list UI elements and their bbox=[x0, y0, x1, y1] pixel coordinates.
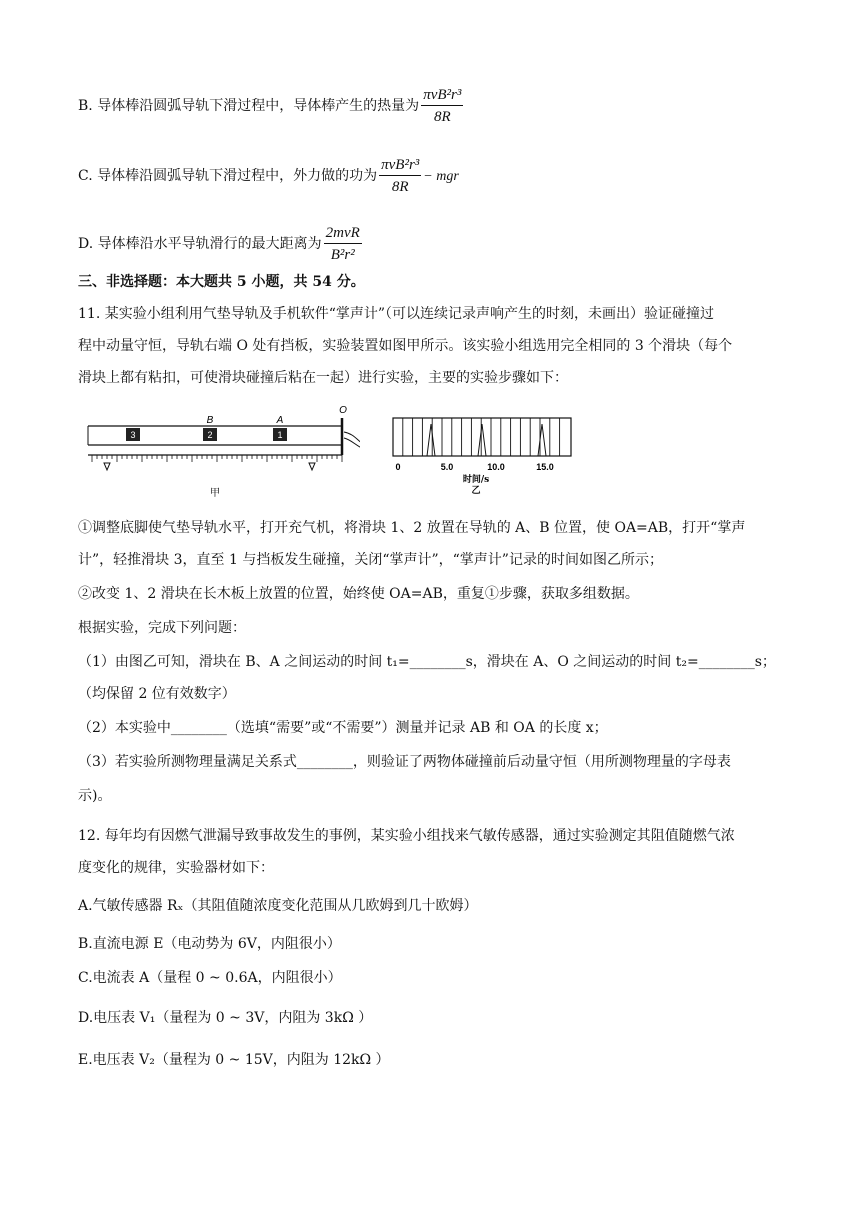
step-1a: ①调整底脚使气垫导轨水平，打开充气机，将滑块 1、2 放置在导轨的 A、B 位置，使 OA=AB，打开“掌声 bbox=[78, 520, 746, 536]
tick-10: 10.0 bbox=[487, 462, 505, 472]
fraction: $\frac{\text{πvB²r³}}{8R}$ bbox=[423, 87, 462, 125]
ask: 根据实验，完成下列问题： bbox=[78, 620, 246, 636]
equip-a: A.气敏传感器 Rₓ（其阻值随浓度变化范围从几欧姆到几十欧姆） bbox=[78, 898, 478, 914]
option-b-text: B. 导体棒沿圆弧导轨下滑过程中，导体棒产生的热量为 bbox=[78, 98, 420, 114]
tick-5: 5.0 bbox=[440, 462, 454, 472]
label-b: B bbox=[206, 415, 214, 426]
step-1b: 计”，轻推滑块 3，直至 1 与挡板发生碰撞，关闭“掌声计”，“掌声计”记录的时间如图乙所示； bbox=[78, 552, 663, 568]
time-grid bbox=[403, 418, 560, 456]
fraction: $\frac{\text{2mvR}}{\text{B²r²}}$ bbox=[325, 225, 360, 263]
sound-spike bbox=[478, 424, 486, 456]
figure-yi bbox=[388, 414, 588, 494]
q11-intro-2: 程中动量守恒，导轨右端 O 处有挡板，实验装置如图甲所示。该实验小组选用完全相同的 3 个滑块（每个 bbox=[78, 338, 733, 354]
tick-0: 0 bbox=[395, 462, 401, 472]
tick-15: 15.0 bbox=[536, 462, 554, 472]
q12-intro-2: 度变化的规律，实验器材如下： bbox=[78, 860, 274, 876]
ruler-ticks bbox=[92, 455, 342, 462]
q12-intro-1: 12. 每年均有因燃气泄漏导致事故发生的事例，某实验小组找来气敏传感器，通过实验测定其阻值随燃气浓 bbox=[78, 828, 735, 844]
figure-yi-caption: 乙 bbox=[471, 486, 481, 494]
figure-jia bbox=[80, 402, 360, 502]
part-1a: （1）由图乙可知，滑块在 B、A 之间运动的时间 t₁=________s，滑块在 A、O 之间运动的时间 t₂=________s； bbox=[78, 654, 776, 670]
equip-c: C.电流表 A（量程 0 ~ 0.6A，内阻很小） bbox=[78, 970, 342, 986]
sound-spike bbox=[538, 424, 546, 456]
sound-spikes bbox=[427, 424, 546, 456]
q11-intro-3: 滑块上都有粘扣，可使滑块碰撞后粘在一起）进行实验，主要的实验步骤如下： bbox=[78, 370, 568, 386]
sound-spike bbox=[427, 424, 435, 456]
option-c-text: C. 导体棒沿圆弧导轨下滑过程中，外力做的功为 bbox=[78, 168, 378, 184]
step-2: ②改变 1、2 滑块在长木板上放置的位置，始终使 OA=AB，重复①步骤，获取多组数据。 bbox=[78, 586, 639, 602]
part-1b: （均保留 2 位有效数字） bbox=[78, 686, 236, 702]
option-d-text: D. 导体棒沿水平导轨滑行的最大距离为 bbox=[78, 236, 322, 252]
block-2-label: 2 bbox=[207, 430, 213, 440]
part-2: （2）本实验中________（选填“需要”或“不需要”）测量并记录 AB 和 OA 的长度 x； bbox=[78, 720, 608, 736]
label-a: A bbox=[276, 415, 284, 426]
equip-d: D.电压表 V₁（量程为 0 ~ 3V，内阻为 3kΩ ） bbox=[78, 1010, 373, 1026]
option-d bbox=[78, 224, 364, 264]
equip-e: E.电压表 V₂（量程为 0 ~ 15V，内阻为 12kΩ ） bbox=[78, 1052, 390, 1068]
option-c-tail: − mgr bbox=[423, 169, 459, 184]
block-1-label: 1 bbox=[277, 430, 283, 440]
part-3a: （3）若实验所测物理量满足关系式________，则验证了两物体碰撞前后动量守恒（用所测物理量的字母表 bbox=[78, 754, 731, 770]
part-3b: 示)。 bbox=[78, 788, 112, 804]
axis-label: 时间/s bbox=[462, 475, 490, 485]
fraction: $\frac{\text{πvB²r³}}{8R}$ bbox=[381, 157, 420, 195]
section-heading: 三、非选择题：本大题共 5 小题，共 54 分。 bbox=[78, 274, 365, 290]
equip-b: B.直流电源 E（电动势为 6V，内阻很小） bbox=[78, 936, 341, 952]
figure-jia-caption: 甲 bbox=[210, 488, 220, 499]
label-o: O bbox=[339, 405, 347, 416]
q11-intro-1: 11. 某实验小组利用气垫导轨及手机软件“掌声计”（可以连续记录声响产生的时刻，未画出）验证碰撞过 bbox=[78, 306, 715, 322]
option-c bbox=[78, 156, 459, 196]
option-b bbox=[78, 86, 465, 126]
block-3-label: 3 bbox=[130, 430, 136, 440]
